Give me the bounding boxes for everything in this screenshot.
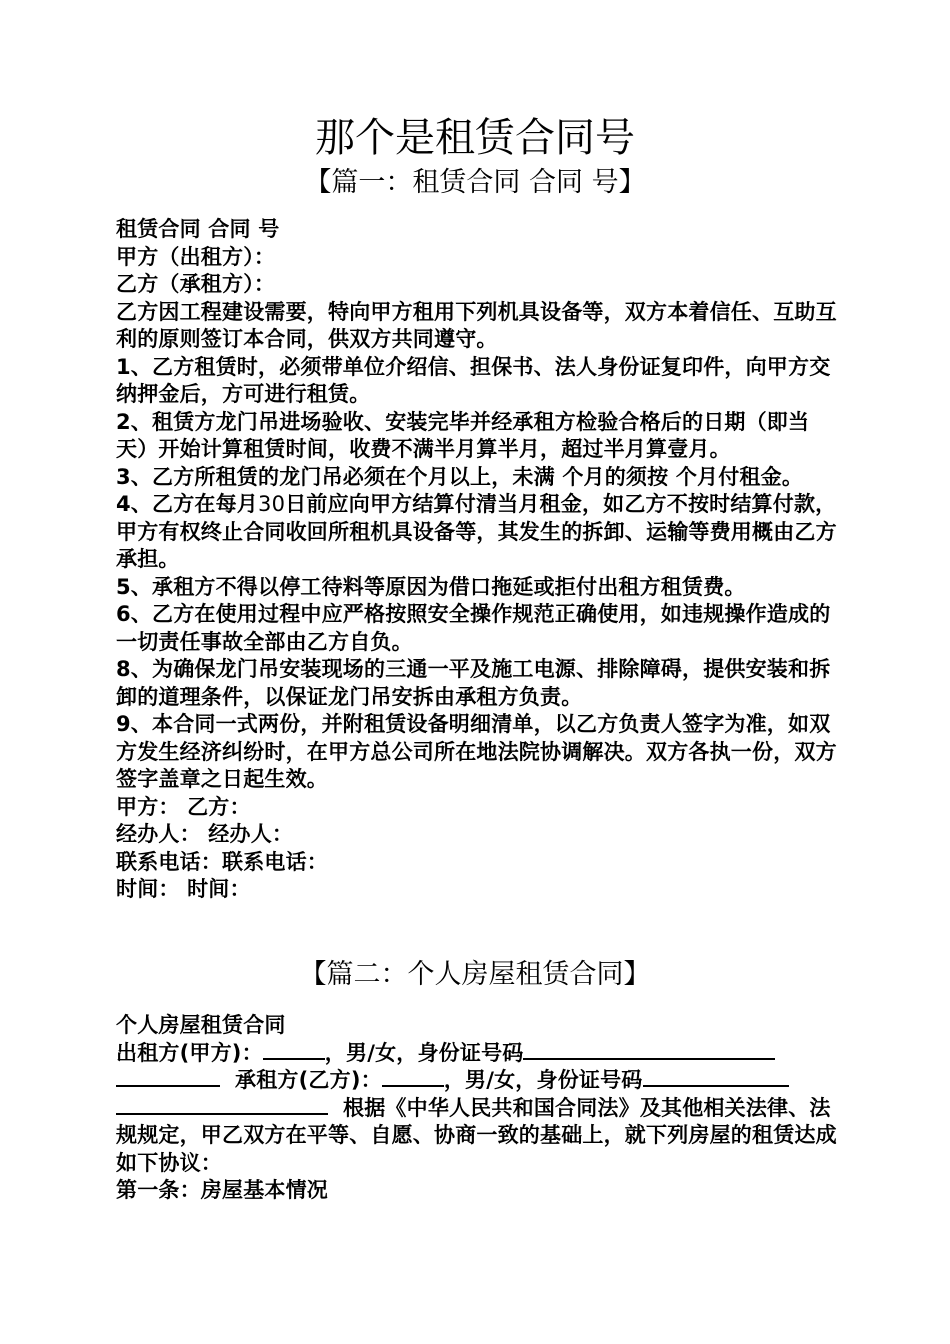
lessor-id-blank[interactable] [523, 1040, 775, 1060]
part1-line-lessee: 乙方（承租方）： [116, 272, 276, 296]
part1-preamble: 乙方因工程建设需要，特向甲方租用下列机具设备等，双方本着信任、互助互利的原则签订本合同，供双方共同遵守。 [116, 299, 837, 351]
part1-clause-5: 5、承租方不得以停工待料等原因为借口拖延或拒付出租方租赁费。 [116, 574, 746, 599]
part2-preamble [116, 1095, 838, 1178]
part1-clause-4-start: 4、乙方在每月 [116, 492, 259, 516]
part1-heading: 【篇一：租赁合同 合同 号】 [304, 167, 646, 198]
part1-clause-4-rest: 日前应向甲方结算付清当月租金，如乙方不按时结算付款，甲方有权终止合同收回所租机具设备等，其发生的拆卸、运输等费用概由乙方承担。 [116, 492, 837, 571]
part2-lessor-line [116, 1040, 838, 1068]
part2-article-1: 第一条：房屋基本情况 [116, 1178, 328, 1202]
part1-sign-agents: 经办人： 经办人： [116, 822, 294, 846]
part1-clause-4 [116, 491, 838, 574]
part2-lessor-gender-id: ，男/女，身份证号码 [324, 1040, 524, 1065]
lessee-name-blank[interactable] [382, 1067, 444, 1087]
part1-sign-dates: 时间： 时间： [116, 877, 251, 901]
part2-body [116, 1012, 838, 1205]
part1-clause-4-day: 30 [258, 492, 286, 516]
lessee-id-blank-cont[interactable] [116, 1095, 328, 1115]
part1-clause-9: 9、本合同一式两份，并附租赁设备明细清单，以乙方负责人签字为准，如双方发生经济纠纷时，在甲方总公司所在地法院协调解决。双方各执一份，双方签字盖章之日起生效。 [116, 712, 837, 791]
lessee-id-blank[interactable] [643, 1067, 789, 1087]
part1-line-lessor: 甲方（出租方）： [116, 244, 276, 269]
part1-clause-6: 6、乙方在使用过程中应严格按照安全操作规范正确使用，如违规操作造成的一切责任事故全部由乙方自负。 [116, 602, 831, 654]
part2-lessee-label: 承租方(乙方)： [235, 1068, 382, 1092]
part2-lessee-gender-id: ，男/女，身份证号码 [443, 1068, 643, 1092]
part1-sign-phones: 联系电话：联系电话： [116, 849, 328, 874]
lessor-name-blank[interactable] [263, 1040, 325, 1060]
part2-preamble-text: 根据《中华人民共和国合同法》及其他相关法律、法规规定，甲乙双方在平等、自愿、协商一致的基础上，就下列房屋的租赁达成如下协议： [116, 1095, 837, 1175]
part2-lessee-line [116, 1067, 838, 1095]
part2-heading: 【篇二：个人房屋租赁合同】 [299, 959, 651, 990]
part1-body [116, 216, 838, 904]
part2-lessor-label: 出租方(甲方)： [116, 1040, 263, 1065]
part1-sign-parties: 甲方： 乙方： [116, 794, 251, 819]
lessor-id-blank-cont[interactable] [116, 1067, 220, 1087]
part1-clause-3: 3、乙方所租赁的龙门吊必须在个月以上，未满 个月的须按 个月付租金。 [116, 464, 804, 489]
part1-clause-2: 2、租赁方龙门吊进场验收、安装完毕并经承租方检验合格后的日期（即当天）开始计算租赁时间，收费不满半月算半月，超过半月算壹月。 [116, 409, 810, 461]
document-title: 那个是租赁合同号 [315, 115, 635, 161]
part2-line-title: 个人房屋租赁合同 [116, 1013, 286, 1037]
part1-line-title: 租赁合同 合同 号 [116, 217, 280, 241]
part1-clause-1: 1、乙方租赁时，必须带单位介绍信、担保书、法人身份证复印件，向甲方交纳押金后，方可进行租赁。 [116, 354, 831, 406]
part1-clause-8: 8、为确保龙门吊安装现场的三通一平及施工电源、排除障碍，提供安装和拆卸的道理条件，以保证龙门吊安拆由承租方负责。 [116, 657, 831, 709]
